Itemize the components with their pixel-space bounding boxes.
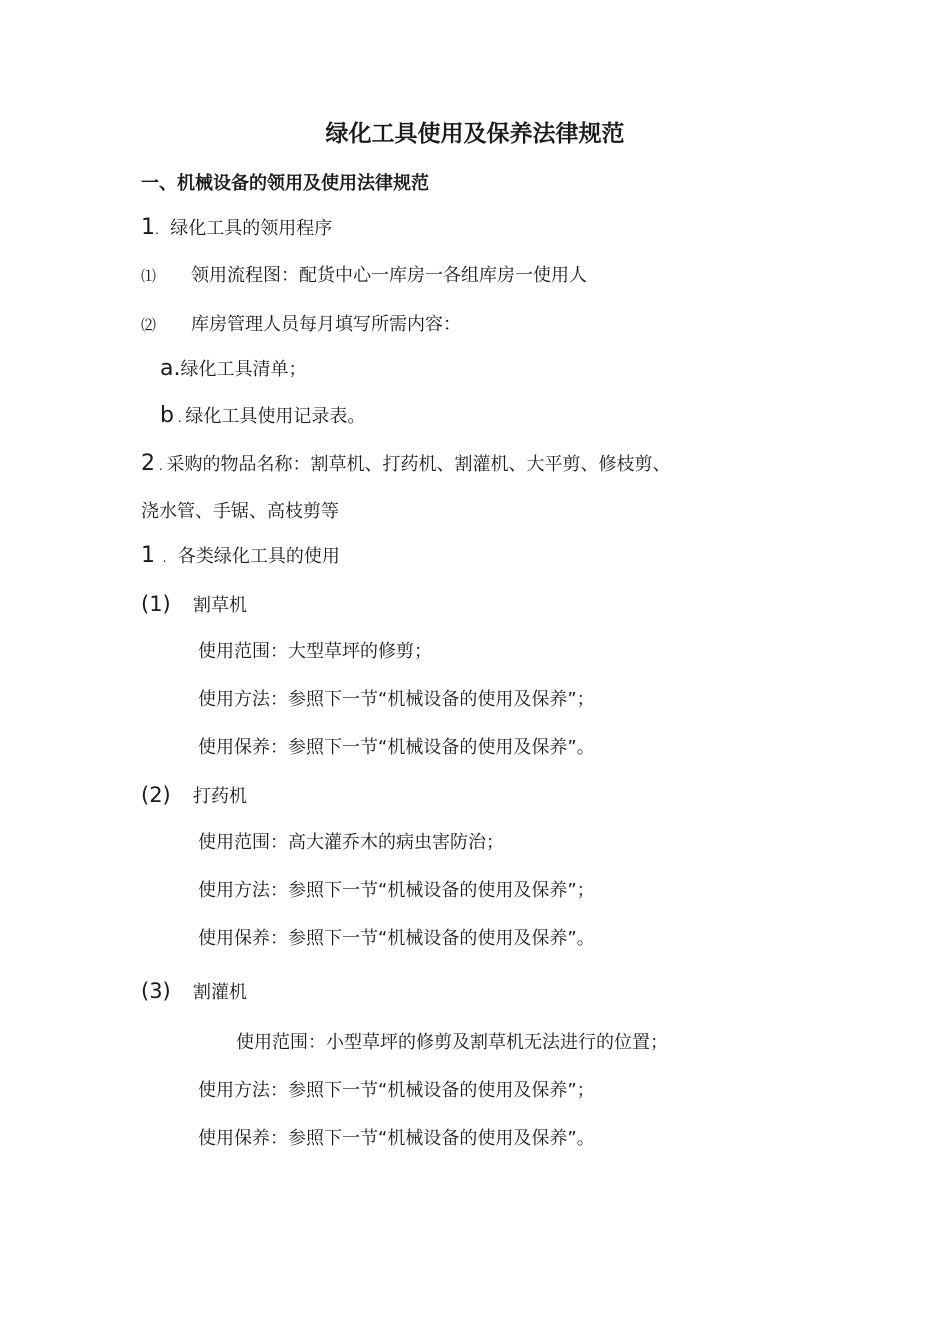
tool-range: 使用范围：高大灌乔木的病虫害防治； [198, 832, 504, 853]
list-item [141, 215, 332, 243]
letter-label: b [160, 403, 174, 428]
list-item [141, 451, 670, 479]
item-dot: . [155, 223, 171, 237]
item-text: 采购的物品名称：割草机、打药机、割灌机、大平剪、修枝剪、 [166, 454, 671, 475]
letter-dot: . [173, 411, 186, 425]
letter-text: 绿化工具使用记录表。 [185, 406, 366, 427]
tool-number: (3) [141, 979, 171, 1003]
tool-heading [141, 782, 247, 810]
sub-item-text: 领用流程图：配货中心一库房一各组库房一使用人 [191, 265, 587, 286]
section-heading: 一、机械设备的领用及使用法律规范 [141, 173, 429, 194]
item-dot: . [155, 551, 178, 565]
tool-number: (2) [141, 783, 171, 807]
tool-range: 使用范围：小型草坪的修剪及割草机无法进行的位置； [236, 1032, 668, 1053]
letter-dot: . [173, 356, 181, 381]
tool-care: 使用保养：参照下一节“机械设备的使用及保养”。 [198, 928, 595, 949]
tool-name: 打药机 [193, 786, 247, 807]
item-number: 1 [141, 543, 155, 568]
tool-care: 使用保养：参照下一节“机械设备的使用及保养”。 [198, 1128, 595, 1149]
tool-method: 使用方法：参照下一节“机械设备的使用及保养”； [198, 880, 595, 901]
item-dot: . [155, 459, 167, 473]
letter-item [160, 403, 365, 431]
tool-name: 割草机 [193, 595, 247, 616]
item-number: 1 [141, 215, 155, 240]
letter-item [160, 356, 306, 383]
sub-list-item [141, 263, 587, 289]
sub-item-text: 库房管理人员每月填写所需内容： [191, 314, 461, 335]
sub-list-item [141, 312, 461, 338]
tool-heading [141, 591, 247, 619]
tool-range: 使用范围：大型草坪的修剪； [198, 641, 432, 662]
sub-item-number: ⑴ [141, 267, 157, 285]
item-continuation: 浇水管、手锯、高枝剪等 [141, 501, 339, 522]
tool-method: 使用方法：参照下一节“机械设备的使用及保养”； [198, 1080, 595, 1101]
letter-label: a [160, 356, 174, 381]
item-number: 2 [141, 451, 155, 476]
sub-item-number: ⑵ [141, 316, 157, 334]
tool-method: 使用方法：参照下一节“机械设备的使用及保养”； [198, 689, 595, 710]
tool-care: 使用保养：参照下一节“机械设备的使用及保养”。 [198, 737, 595, 758]
tool-number: (1) [141, 592, 171, 616]
letter-text: 绿化工具清单； [180, 359, 307, 380]
item-text: 各类绿化工具的使用 [177, 546, 340, 567]
item-text: 绿化工具的领用程序 [170, 218, 333, 239]
tool-heading [141, 978, 247, 1006]
document-title: 绿化工具使用及保养法律规范 [325, 121, 625, 147]
list-item [141, 543, 340, 571]
tool-name: 割灌机 [193, 982, 247, 1003]
